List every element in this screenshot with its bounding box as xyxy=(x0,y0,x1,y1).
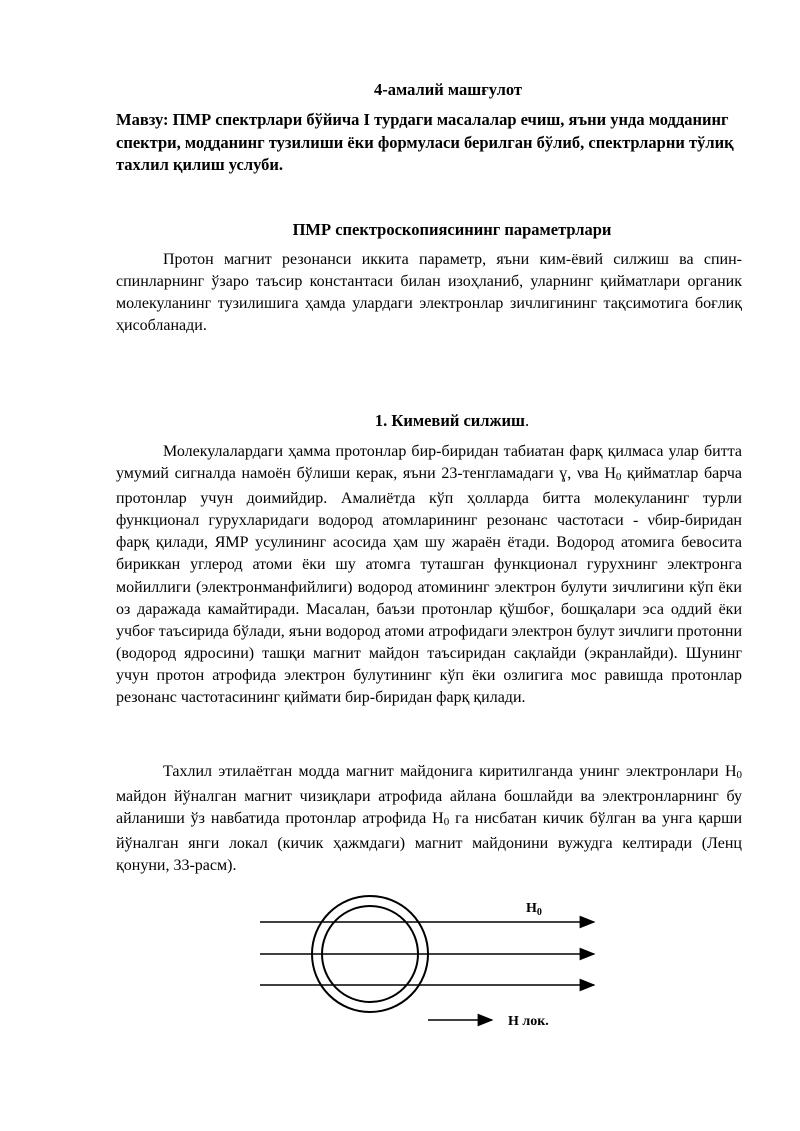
subsection-title-dot: . xyxy=(524,411,530,430)
paragraph2-part1: Молекулалардаги ҳамма протонлар бир-биридан табиатан фарқ қилмаса улар битта умумий сигналда намоён бўлиши керак, яъни 23-тенгламадаги ɣ, νва H xyxy=(116,443,742,483)
paragraph3-subscript-2: 0 xyxy=(443,816,450,829)
topic-statement: Мавзу: ПМР спектрлари бўйича I турдаги масалалар ечиш, яъни унда модданинг спектри, модданинг тузилиши ёки формуласи берилган бўлиб, спектрларни тўлиқ тахлил қилиш услуби. xyxy=(116,110,734,174)
subsection-title-text: 1. Кимевий силжиш xyxy=(374,411,525,430)
section-title: ПМР спектроскопиясининг параметрлари xyxy=(292,220,612,239)
local-field-diagram xyxy=(240,890,610,1040)
paragraph2-part2: қийматлар барча протонлар учун доимийдир. Амалиётда кўп ҳолларда битта молекуланинг турли функционал гурухларидаги водород атомларининг резонанс частотаси - νбир-биридан фарқ қилади, ЯМР усулининг асосида ҳам шу жараён ётади. Водород атомига бевосита бириккан углерод атоми ёки шу атомга туташган функционал гурухнинг электронга мойиллиги (электронманфийлиги) водород атомининг электрон булути зичлигини кўп ёки оз даражада камайтиради. Масалан, баъзи протонлар қўшбоғ, бошқалари эса оддий ёки учбоғ таъсирида бўлади, яъни водород атоми атрофидаги электрон булут зичлиги протонни (водород ядросини) ташқи магнит майдон таъсиридан сақлайди (экранлайди). Шунинг учун протон атрофида электрон булутининг кўп ёки озлигига мос равишда протонлар резонанс частотасининг қиймати бир-биридан фарқ қилади. xyxy=(116,465,742,707)
h0-label: $H_0$ xyxy=(526,901,542,918)
paragraph3-subscript-1: 0 xyxy=(736,769,742,781)
paragraph3-part2: майдон йўналган магнит чизиқлари атрофида айлана бошлайди ва электронларнинг бу айланиши ўз навбатида протонлар атрофида H xyxy=(116,788,742,828)
paragraph3-part3: га нисбатан кичик бўлган ва унга қарши йўналган янги локал (кичик ҳажмдаги) магнит майдонини вужудга келтиради (Ленц қонуни, 33-расм). xyxy=(116,810,743,875)
local-field-paragraph xyxy=(116,761,742,877)
subsection-title xyxy=(52,411,800,431)
lesson-heading: 4-амалий машғулот xyxy=(374,80,522,99)
paragraph2-subscript: 0 xyxy=(615,471,622,484)
intro-paragraph: Протон магнит резонанси иккита параметр, яъни ким-ёвий силжиш ва спин-спинларнинг ўзаро таъсир константаси билан изоҳланиб, уларнинг қийматлари органик молекуланинг тузилишига ҳамда улардаги электронлар зичлигининг тақсимотига боғлиқ ҳисобланади. xyxy=(116,251,742,335)
hlok-label: H лок. xyxy=(508,1014,549,1029)
paragraph3-part1: Тахлил этилаётган модда магнит майдонига киритилганда унинг электронлари H xyxy=(163,763,737,780)
chemical-shift-paragraph xyxy=(116,441,742,709)
